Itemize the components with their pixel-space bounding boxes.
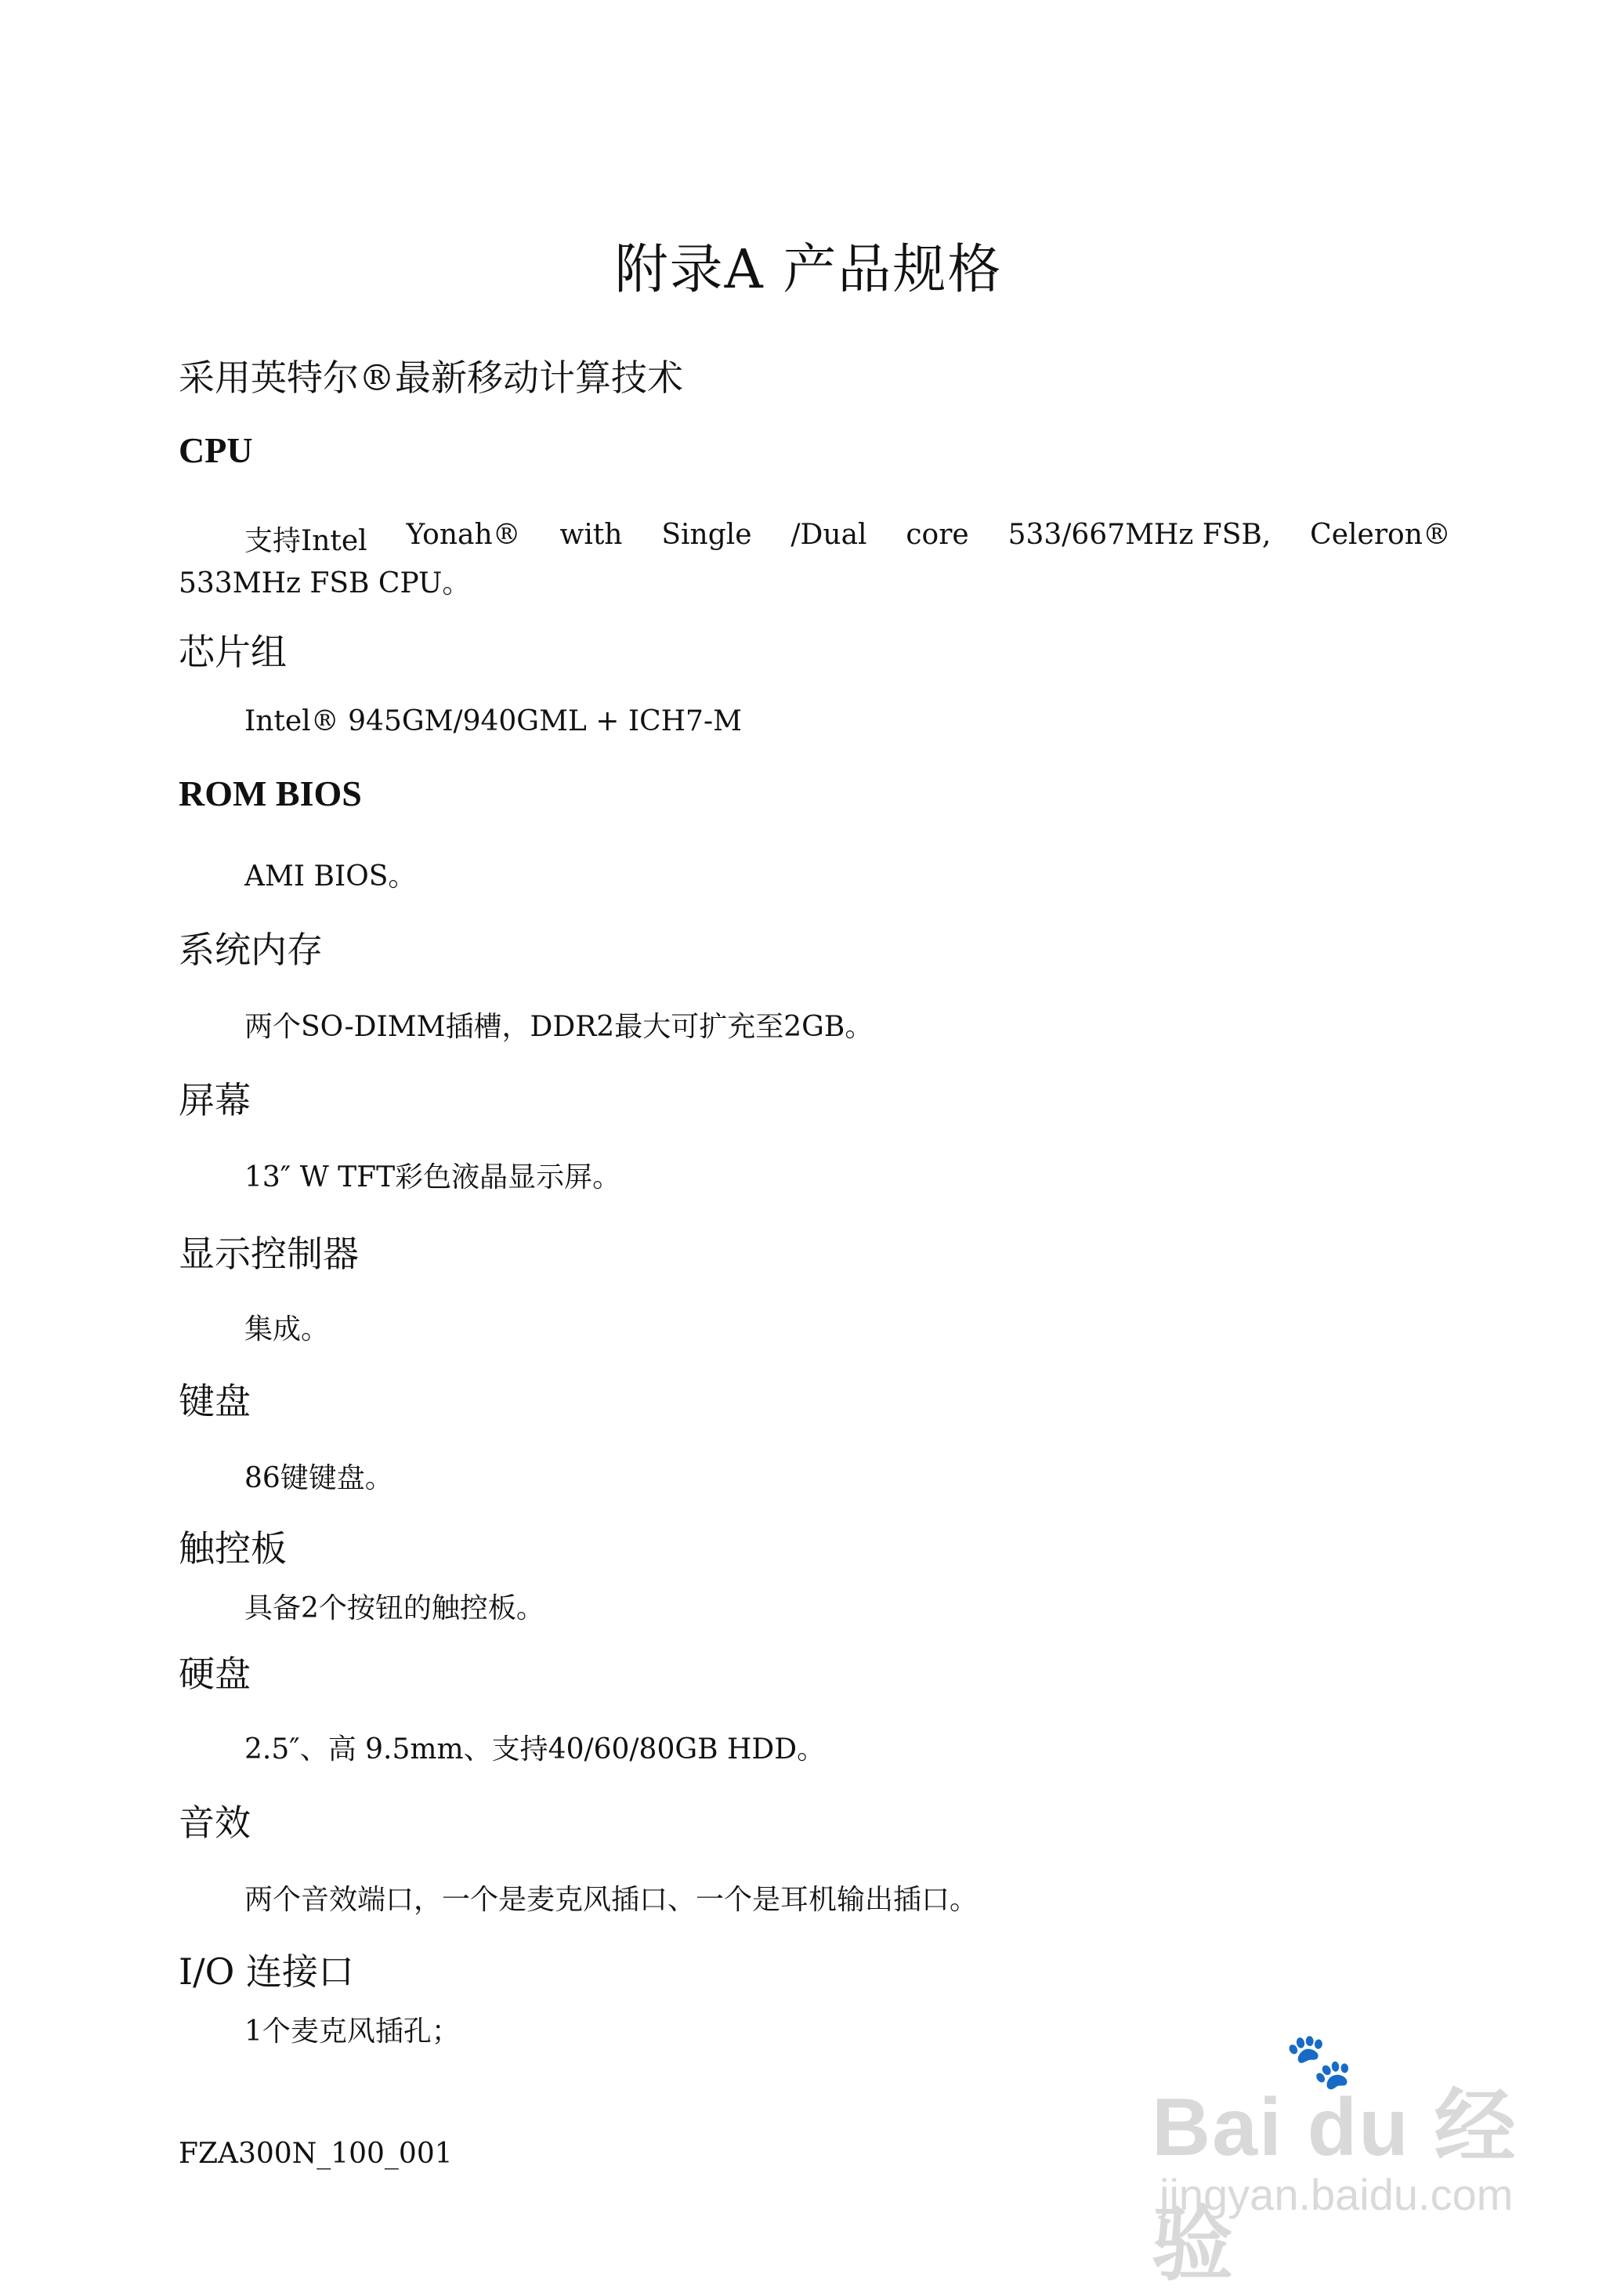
audio-text: 两个音效端口，一个是麦克风插口、一个是耳机输出插口。 [244, 1884, 979, 1916]
display-controller-text: 集成。 [244, 1313, 330, 1345]
baidu-jingyan-watermark [1152, 2030, 1575, 2291]
paw-icon: 🐾 [1285, 2030, 1354, 2091]
keyboard-text: 86键键盘。 [244, 1462, 393, 1494]
hdd-text: 2.5″、高 9.5mm、支持40/60/80GB HDD。 [244, 1733, 826, 1765]
touchpad-text: 具备2个按钮的触控板。 [244, 1592, 544, 1624]
cpu-heading: CPU [179, 430, 253, 470]
chipset-text: Intel® 945GM/940GML + ICH7-M [244, 705, 742, 737]
cpu-text-line2: 533MHz FSB CPU。 [179, 567, 471, 599]
memory-text: 两个SO-DIMM插槽，DDR2最大可扩充至2GB。 [244, 1011, 874, 1043]
screen-text: 13″ W TFT彩色液晶显示屏。 [244, 1161, 621, 1193]
intro-heading: 采用英特尔®最新移动计算技术 [179, 357, 683, 399]
screen-heading: 屏幕 [179, 1079, 251, 1121]
keyboard-heading: 键盘 [179, 1380, 251, 1422]
display-controller-heading: 显示控制器 [179, 1233, 359, 1275]
io-heading: I/O 连接口 [179, 1950, 355, 1993]
document-footer-code: FZA300N_100_001 [179, 2138, 453, 2170]
chipset-heading: 芯片组 [179, 631, 287, 673]
page-title: 附录A 产品规格 [614, 239, 1003, 301]
audio-heading: 音效 [179, 1802, 251, 1844]
io-text: 1个麦克风插孔； [244, 2015, 460, 2048]
bios-text: AMI BIOS。 [244, 860, 417, 893]
hdd-heading: 硬盘 [179, 1653, 251, 1695]
memory-heading: 系统内存 [179, 929, 323, 971]
watermark-url: jingyan.baidu.com [1159, 2170, 1514, 2219]
bios-heading: ROM BIOS [179, 773, 362, 813]
touchpad-heading: 触控板 [179, 1527, 287, 1570]
cpu-text-line1: 支持Intel Yonah® with Single /Dual core 533/667MHz FSB, Celeron® [244, 519, 1451, 557]
watermark-brand: Bai du 经验 [1152, 2082, 1518, 2291]
